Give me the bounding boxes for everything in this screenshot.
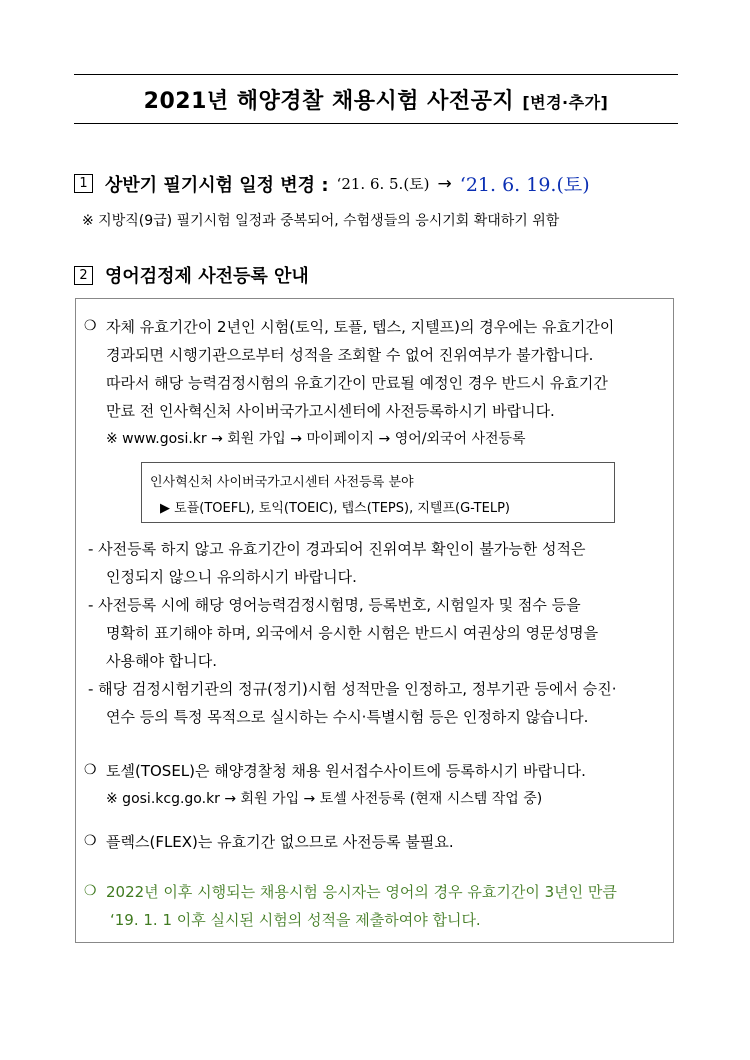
item1-note: ※ www.gosi.kr → 회원 가입 → 마이페이지 → 영어/외국어 사전등록 (106, 431, 526, 447)
title-bar (74, 74, 678, 124)
item1-line-1: 자체 유효기간이 2년인 시험(토익, 토플, 텝스, 지텔프)의 경우에는 유효기간이 (106, 318, 615, 336)
registration-scope-box (141, 462, 615, 523)
page-title-suffix: [변경·추가] (522, 92, 609, 112)
item1-line-2: 경과되면 시행기관으로부터 성적을 조회할 수 없어 진위여부가 불가합니다. (106, 346, 594, 364)
item1-line-4: 만료 전 인사혁신처 사이버국가고시센터에 사전등록하시기 바랍니다. (106, 402, 555, 420)
section-2-heading (74, 262, 309, 288)
item4-line-2: ‘19. 1. 1 이후 실시된 시험의 성적을 제출하여야 합니다. (110, 911, 481, 929)
item4-line-1: 2022년 이후 시행되는 채용시험 응시자는 영어의 경우 유효기간이 3년인 만큼 (106, 883, 617, 901)
bullet-icon: ❍ (84, 883, 97, 899)
section-1-title: 상반기 필기시험 일정 변경 : (105, 174, 329, 196)
item2-note: ※ gosi.kcg.go.kr → 회원 가입 → 토셀 사전등록 (현재 시스템 작업 중) (106, 791, 543, 807)
page-title (144, 84, 609, 115)
page-title-main: 2021년 해양경찰 채용시험 사전공지 (143, 88, 515, 114)
section-2-title: 영어검정제 사전등록 안내 (105, 266, 309, 287)
registration-scope-title: 인사혁신처 사이버국가고시센터 사전등록 분야 (150, 475, 414, 490)
old-exam-date: ‘21. 6. 5.(토) (336, 175, 430, 193)
item2-line: 토셀(TOSEL)은 해양경찰청 채용 원서접수사이트에 등록하시기 바랍니다. (106, 762, 586, 780)
item3-line: 플렉스(FLEX)는 유효기간 없으므로 사전등록 불필요. (106, 833, 454, 851)
dash-line-7: 연수 등의 특정 목적으로 실시하는 수시·특별시험 등은 인정하지 않습니다. (106, 708, 589, 726)
dash-line-5: 사용해야 합니다. (106, 652, 217, 670)
bullet-icon: ❍ (84, 318, 97, 334)
section-1-number: 1 (74, 174, 93, 193)
dash-line-2: 인정되지 않으니 유의하시기 바랍니다. (106, 568, 357, 586)
dash-line-3: - 사전등록 시에 해당 영어능력검정시험명, 등록번호, 시험일자 및 점수 등을 (88, 596, 581, 614)
section-1-heading (74, 170, 590, 197)
registration-scope-list: ▶ 토플(TOEFL), 토익(TOEIC), 텝스(TEPS), 지텔프(G-TELP) (160, 501, 510, 516)
bullet-icon: ❍ (84, 833, 97, 849)
dash-line-6: - 해당 검정시험기관의 정규(정기)시험 성적만을 인정하고, 정부기관 등에서 승진· (88, 680, 617, 698)
arrow-icon: → (437, 173, 452, 194)
new-exam-date: ‘21. 6. 19.(토) (459, 174, 590, 196)
section-2-number: 2 (74, 266, 93, 285)
bullet-icon: ❍ (84, 762, 97, 778)
section-1-note: ※ 지방직(9급) 필기시험 일정과 중복되어, 수험생들의 응시기회 확대하기 위함 (82, 213, 560, 229)
item1-line-3: 따라서 해당 능력검정시험의 유효기간이 만료될 예정인 경우 반드시 유효기간 (106, 374, 608, 392)
dash-line-4: 명확히 표기해야 하며, 외국에서 응시한 시험은 반드시 여권상의 영문성명을 (106, 624, 599, 642)
dash-line-1: - 사전등록 하지 않고 유효기간이 경과되어 진위여부 확인이 불가능한 성적은 (88, 540, 586, 558)
